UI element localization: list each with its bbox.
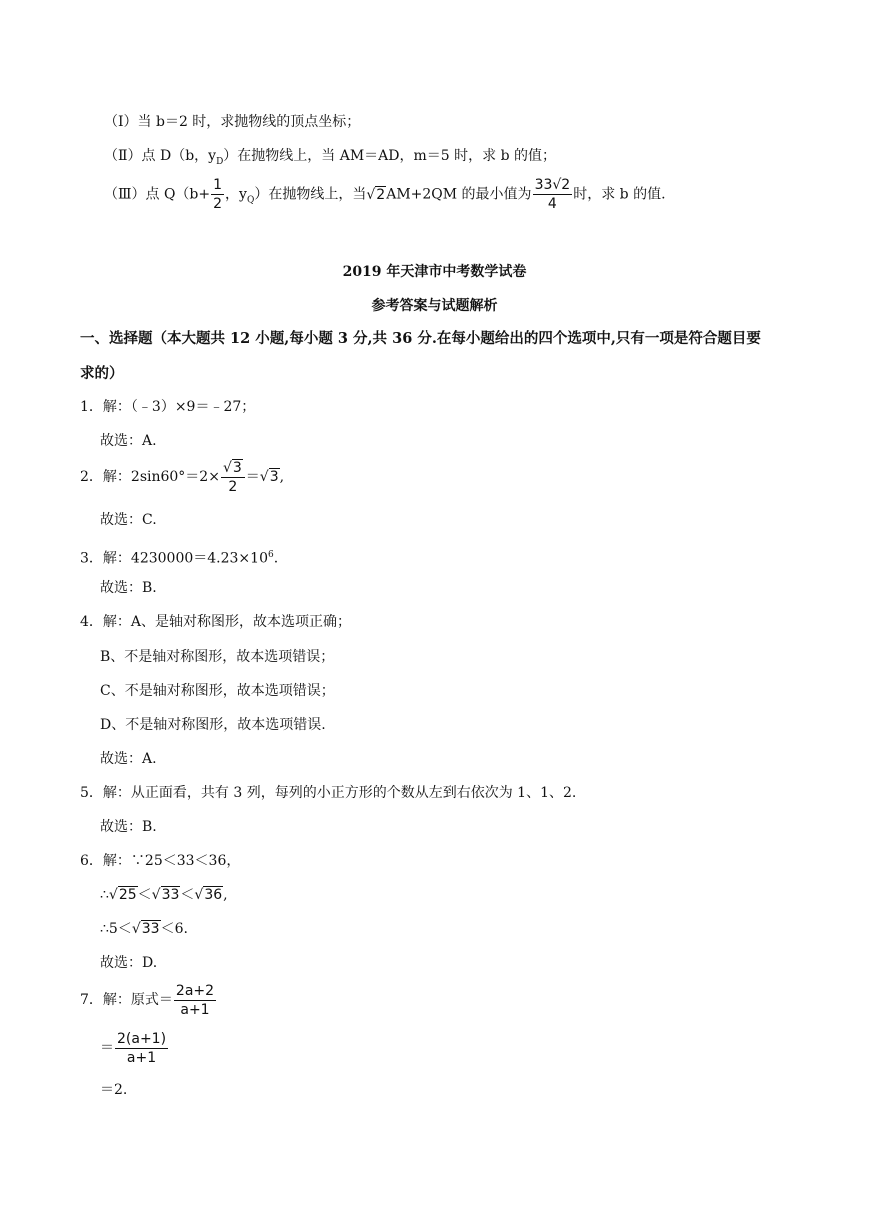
- fraction-min-value: [533, 176, 573, 213]
- problem-part-3-text-c: ）在抛物线上，当: [254, 186, 367, 203]
- fraction-sqrt3-over-2: [221, 459, 245, 496]
- less-than: ＜: [137, 887, 152, 903]
- fraction-denominator: 2: [228, 478, 238, 495]
- answer-7-text-pre: 7．解：原式＝: [80, 992, 173, 1008]
- fraction-denominator: 2: [213, 196, 223, 212]
- sqrt-radicand: 3: [232, 459, 242, 476]
- fraction-numerator: 33√2: [534, 177, 571, 193]
- answer-3-exponent: 6: [267, 550, 274, 560]
- answer-6-line-2-post: ,: [223, 887, 228, 903]
- answer-3-choice: 故选：B.: [100, 580, 157, 596]
- answer-2-text-pre: 2．解：2sin60°＝2×: [80, 469, 220, 485]
- sqrt-33: √33: [151, 887, 180, 903]
- problem-part-3: [104, 176, 666, 218]
- answer-7-result: ＝2.: [100, 1082, 128, 1098]
- problem-part-1: [104, 112, 360, 132]
- sqrt-three: √3: [259, 469, 279, 485]
- answer-4-line-3: C、不是轴对称图形，故本选项错误；: [100, 683, 335, 699]
- problem-part-2-subscript: D: [216, 156, 224, 167]
- fraction-denominator: a+1: [180, 1001, 210, 1018]
- section-heading-line-1: 一、选择题（本大题共 12 小题,每小题 3 分,共 36 分.在每小题给出的四个选项中,只有一项是符合题目要: [80, 330, 761, 347]
- fraction-denominator: 4: [547, 196, 557, 212]
- answer-4-choice: 故选：A.: [100, 751, 157, 767]
- answer-2: [80, 458, 284, 496]
- answer-7-line-1: [80, 980, 217, 1020]
- fraction-numerator: 1: [213, 177, 223, 193]
- sqrt-33: √33: [131, 921, 160, 937]
- sqrt-radicand: 33: [141, 921, 160, 937]
- sqrt-radicand: 36: [204, 887, 223, 903]
- problem-part-2-text-a: （Ⅱ）点 D（b，y: [104, 148, 217, 164]
- answer-2-equals: ＝: [245, 469, 260, 485]
- fraction-numerator: √3: [221, 459, 245, 478]
- sqrt-radicand: 3: [269, 469, 279, 485]
- fraction-2a2-over-a1: [174, 982, 216, 1019]
- sqrt-radicand: 25: [118, 887, 137, 903]
- answer-5-choice: 故选：B.: [100, 819, 157, 835]
- answer-1-choice: 故选：A.: [100, 433, 157, 449]
- answer-6-choice: 故选：D.: [100, 955, 158, 971]
- problem-part-2: [104, 146, 556, 172]
- answer-2-choice: 故选：C.: [100, 512, 157, 528]
- answer-6-line-3-pre: ∴5＜: [100, 921, 132, 937]
- therefore-symbol: ∴: [100, 887, 109, 903]
- section-heading-line-2: 求的）: [80, 365, 124, 382]
- answer-6-line-3-post: ＜6.: [160, 921, 188, 937]
- problem-part-3-subscript: Q: [246, 195, 255, 206]
- problem-part-1-text: （Ⅰ）当 b＝2 时，求抛物线的顶点坐标；: [104, 114, 361, 130]
- sqrt-36: √36: [194, 887, 223, 903]
- answer-6-line-2: [100, 885, 228, 905]
- answer-4-line-2: B、不是轴对称图形，故本选项错误；: [100, 649, 335, 665]
- sqrt-25: √25: [108, 887, 137, 903]
- answer-4-line-4: D、不是轴对称图形，故本选项错误.: [100, 717, 326, 733]
- sqrt-two: √2: [366, 186, 386, 203]
- answer-5: 5．解：从正面看，共有 3 列，每列的小正方形的个数从左到右依次为 1、1、2.: [80, 785, 577, 801]
- document-subtitle: 参考答案与试题解析: [371, 298, 498, 314]
- answer-3: [80, 545, 278, 569]
- answer-4-line-1: 4．解：A、是轴对称图形，故本选项正确；: [80, 614, 352, 630]
- problem-part-3-text-d: AM+2QM 的最小值为: [386, 186, 532, 203]
- answer-3-text-post: .: [273, 550, 279, 567]
- answer-6-line-1: 6．解：∵25＜33＜36，: [80, 853, 241, 869]
- problem-part-3-text-b: ，y: [225, 186, 247, 203]
- fraction-numerator: 2a+2: [175, 982, 215, 999]
- problem-part-2-text-b: ）在抛物线上，当 AM＝AD，m＝5 时，求 b 的值；: [223, 148, 557, 164]
- answer-3-text-pre: 3．解：4230000＝4.23×10: [80, 550, 268, 567]
- sqrt-radicand: 2: [376, 186, 386, 203]
- problem-part-3-text-a: （Ⅲ）点 Q（b+: [104, 186, 211, 203]
- answer-6-line-3: [100, 919, 188, 939]
- fraction-denominator: a+1: [126, 1049, 157, 1066]
- answer-7-equals: ＝: [100, 1040, 114, 1056]
- document-title: 2019 年天津市中考数学试卷: [342, 264, 527, 280]
- fraction-factored: [115, 1030, 168, 1067]
- fraction-one-half: [211, 176, 224, 213]
- answer-1: 1．解：（﹣3）×9＝﹣27；: [80, 399, 256, 415]
- less-than: ＜: [180, 887, 195, 903]
- sqrt-radicand: 33: [161, 887, 180, 903]
- problem-part-3-text-e: 时，求 b 的值.: [573, 186, 666, 203]
- answer-2-text-post: ,: [279, 469, 285, 485]
- fraction-numerator: 2(a+1): [117, 1030, 167, 1047]
- answer-7-line-2: [100, 1028, 169, 1068]
